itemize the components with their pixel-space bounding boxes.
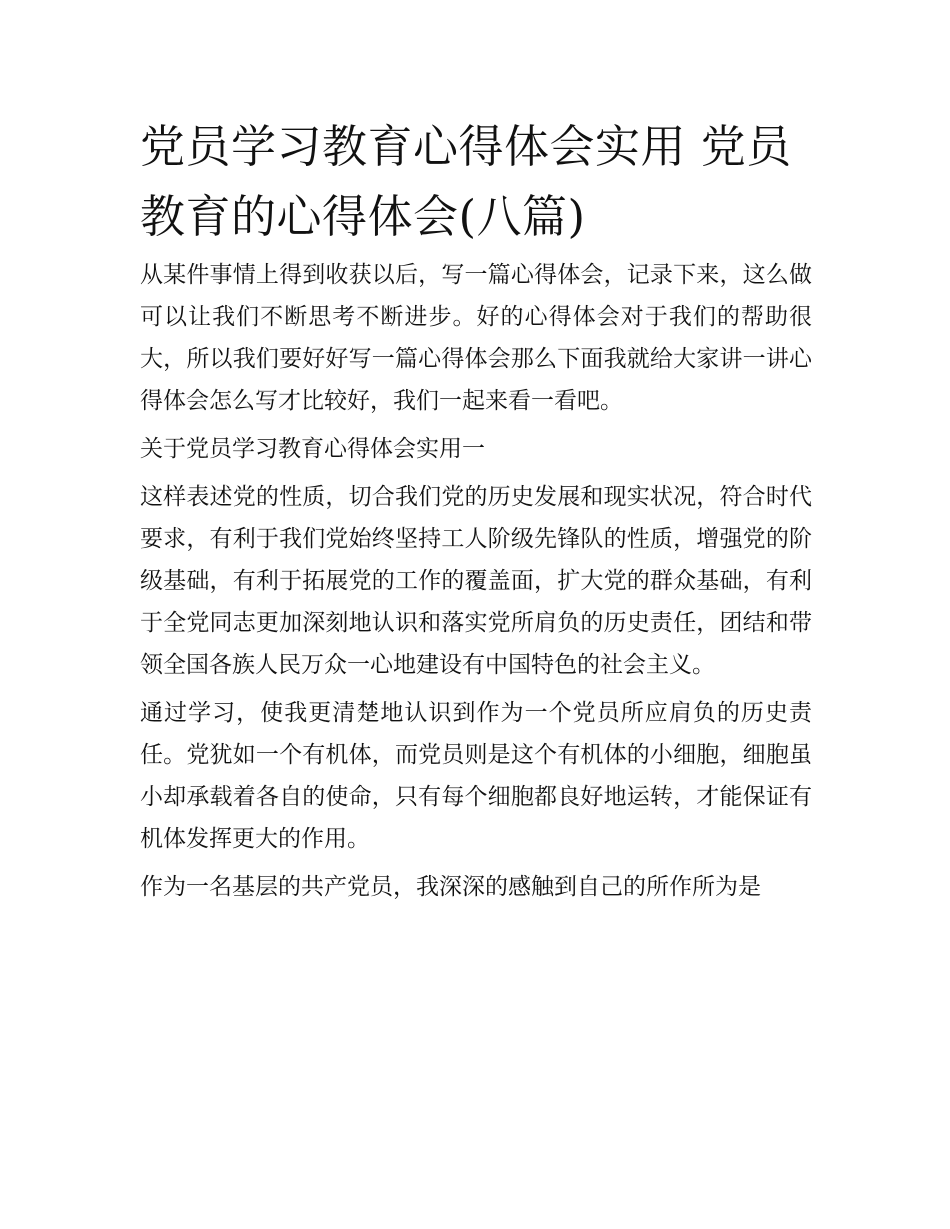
section-heading: 关于党员学习教育心得体会实用一 bbox=[140, 436, 485, 462]
body-paragraph: 这样表述党的性质，切合我们党的历史发展和现实状况，符合时代要求，有利于我们党始终坚持工人阶级先锋队的性质，增强党的阶级基础，有利于拓展党的工作的覆盖面，扩大党的群众基础，有利于全党同志更加深刻地认识和落实党所肩负的历史责任，团结和带领全国各族人民万众一心地建设有中国特色的社会主义。 bbox=[140, 484, 812, 678]
document-content bbox=[140, 112, 812, 914]
intro-paragraph: 从某件事情上得到收获以后，写一篇心得体会，记录下来，这么做可以让我们不断思考不断进步。好的心得体会对于我们的帮助很大，所以我们要好好写一篇心得体会那么下面我就给大家讲一讲心得体会怎么写才比较好，我们一起来看一看吧。 bbox=[140, 262, 812, 414]
body-paragraph: 作为一名基层的共产党员，我深深的感触到自己的所作所为是 bbox=[140, 874, 761, 900]
body-paragraph: 通过学习，使我更清楚地认识到作为一个党员所应肩负的历史责任。党犹如一个有机体，而党员则是这个有机体的小细胞，细胞虽小却承载着各自的使命，只有每个细胞都良好地运转，才能保证有机体发挥更大的作用。 bbox=[140, 700, 812, 852]
document-title: 党员学习教育心得体会实用 党员教育的心得体会(八篇) bbox=[140, 120, 792, 243]
